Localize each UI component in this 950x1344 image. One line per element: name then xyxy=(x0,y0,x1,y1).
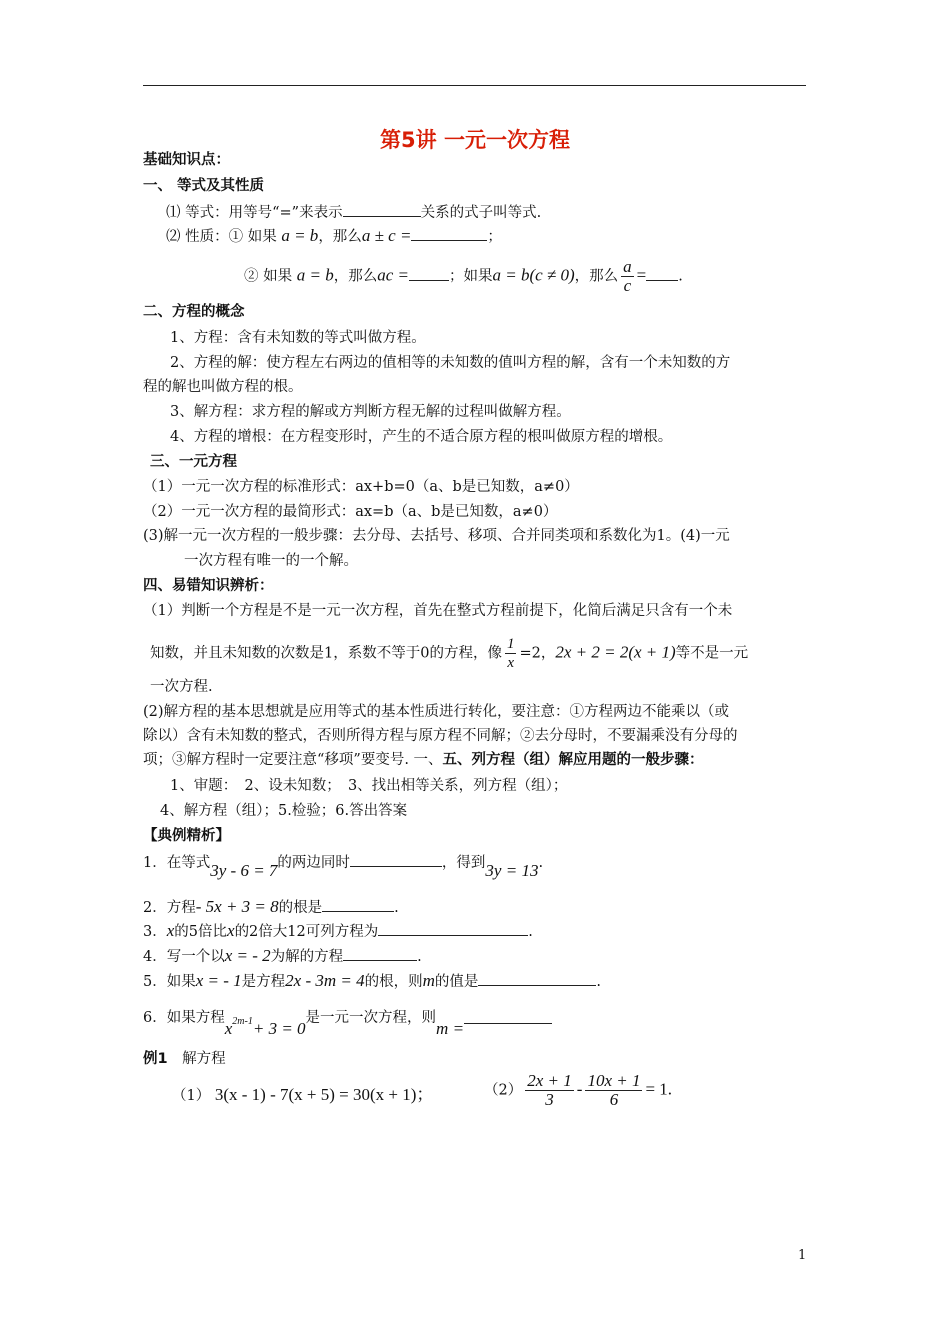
page-title: 第5讲 一元一次方程 xyxy=(380,128,570,152)
blank xyxy=(322,897,394,912)
q1-mid2: ，得到 xyxy=(441,855,486,871)
q3-end: . xyxy=(528,924,533,940)
math-ac: ac = xyxy=(377,265,409,285)
blank xyxy=(343,946,417,961)
examples-heading: 【典例精析】 xyxy=(143,828,230,844)
blank xyxy=(378,921,528,936)
s2-item: 4、方程的增根：在方程变形时，产生的不适合原方程的根叫做原方程的增根。 xyxy=(170,429,673,445)
page-number: 1 xyxy=(798,1248,807,1263)
header-rule xyxy=(143,85,806,86)
s4-steps-2: 4、解方程（组）；5.检验；6.答出答案 xyxy=(160,803,408,819)
s1-l3-mid2: ；如果 xyxy=(448,268,493,285)
blank xyxy=(350,852,442,867)
fraction-10x1-over-6 xyxy=(585,1072,642,1109)
question-5 xyxy=(143,971,601,992)
blank xyxy=(343,202,421,217)
example-1-part-1 xyxy=(172,1085,433,1106)
s4-p1b xyxy=(150,635,748,672)
q4-end: . xyxy=(417,949,422,965)
q5-mid3: 的值是 xyxy=(434,974,479,990)
s1-line-3 xyxy=(244,258,683,295)
section-2-heading: 二、方程的概念 xyxy=(143,304,245,320)
section-5-heading: 五、列方程（组）解应用题的一般步骤： xyxy=(442,752,704,768)
s4-p1b-mid: =2， xyxy=(519,645,556,662)
question-4 xyxy=(143,946,422,967)
s4-p1b-pre: 知数，并且未知数的次数是1，系数不等于0的方程，像 xyxy=(150,645,502,662)
s1-l2-end: ； xyxy=(487,229,502,245)
frac-num: 1 xyxy=(506,636,515,652)
frac-den: c xyxy=(623,276,632,295)
part-2-label: （2） xyxy=(484,1082,523,1099)
blank xyxy=(411,226,487,241)
math-plus-3: + 3 = 0 xyxy=(252,1019,306,1038)
s4-steps-1: 1、审题： 2、设未知数； 3、找出相等关系，列方程（组）； xyxy=(170,778,568,794)
blank xyxy=(464,1009,552,1024)
q2-mid: 的根是 xyxy=(278,900,323,916)
math-m: m xyxy=(422,971,435,990)
equals-one: = 1. xyxy=(645,1079,673,1099)
minus: - xyxy=(576,1079,583,1099)
s3-item: 一次方程有唯一的一个解。 xyxy=(184,553,358,569)
q5-mid2: 的根，则 xyxy=(364,974,423,990)
q3-pre: 3． xyxy=(143,924,167,940)
s1-l1-pre: ⑴ 等式：用等号“=”来表示 xyxy=(166,205,343,221)
math-m-eq: m = xyxy=(436,1019,465,1038)
s4-p1b-post: 等不是一元 xyxy=(675,645,749,662)
math-3y-6-7: 3y - 6 = 7 xyxy=(210,861,278,880)
fraction-a-over-c xyxy=(621,258,634,295)
q6-mid: 是一元一次方程，则 xyxy=(305,1010,437,1026)
s1-l3-end: . xyxy=(678,268,683,285)
math-exponent: 2m-1 xyxy=(232,1016,253,1027)
q4-pre: 4．写一个以 xyxy=(143,949,225,965)
s2-item: 程的解也叫做方程的根。 xyxy=(143,379,303,395)
math-2x-3m: 2x - 3m = 4 xyxy=(285,971,365,990)
math-c-neq-0: (c ≠ 0) xyxy=(529,265,575,285)
math-3y-13: 3y = 13 xyxy=(485,861,539,880)
q5-end: . xyxy=(596,974,602,990)
s2-item: 2、方程的解：使方程左右两边的值相等的未知数的值叫方程的解，含有一个未知数的方 xyxy=(170,355,731,371)
frac-num: a xyxy=(623,257,632,276)
s3-item: (3)解一元一次方程的一般步骤：去分母、去括号、移项、合并同类项和系数化为1。(4)一元 xyxy=(143,528,730,544)
s3-item: （1）一元一次方程的标准形式：ax+b=0（a、b是已知数，a≠0） xyxy=(143,479,579,495)
q3-mid2: 的2倍大12可列方程为 xyxy=(234,924,379,940)
section-3-heading: 三、一元方程 xyxy=(150,454,237,470)
q5-pre: 5．如果 xyxy=(143,974,196,990)
s1-line-2 xyxy=(166,226,502,247)
question-6 xyxy=(143,1000,552,1038)
s4-p2a: (2)解方程的基本思想就是应用等式的基本性质进行转化，要注意：①方程两边不能乘以（或 xyxy=(143,704,730,720)
s2-item: 1、方程：含有未知数的等式叫做方程。 xyxy=(170,330,426,346)
math-x-neg2: x = - 2 xyxy=(224,946,271,965)
s1-l1-post: 关系的式子叫等式. xyxy=(420,205,542,221)
question-1 xyxy=(143,852,544,880)
q1-mid: 的两边同时 xyxy=(277,855,350,871)
s1-l3-pre: ② 如果 xyxy=(244,268,293,285)
math-x-neg1: x = - 1 xyxy=(195,971,242,990)
math-2x-plus-2: 2x + 2 = 2(x + 1) xyxy=(555,642,676,662)
math-x: x xyxy=(227,921,235,940)
example-1-label: 例1 xyxy=(143,1051,168,1067)
math-a-eq-b: a = b xyxy=(296,265,334,285)
s1-l3-mid3: ，那么 xyxy=(574,268,619,285)
s3-item: （2）一元一次方程的最简形式：ax=b（a、b是已知数，a≠0） xyxy=(143,504,558,520)
question-2 xyxy=(143,897,399,918)
frac-den: 3 xyxy=(545,1090,554,1109)
s2-item: 3、解方程：求方程的解或方判断方程无解的过程叫做解方程。 xyxy=(170,404,571,420)
s4-p2c-pre: 项；③解方程时一定要注意“移项”要变号. 一、 xyxy=(143,752,443,768)
math-part-1: 3(x - 1) - 7(x + 5) = 30(x + 1)； xyxy=(214,1085,434,1104)
frac-den: x xyxy=(507,655,515,671)
blank xyxy=(646,266,678,281)
blank xyxy=(478,971,596,986)
s1-l3-mid: ，那么 xyxy=(333,268,378,285)
s4-p2b: 除以）含有未知数的整式，否则所得方程与原方程不同解；②去分母时，不要漏乘没有分母的 xyxy=(143,728,738,744)
math-a-eq-b-2: a = b xyxy=(492,265,530,285)
math-a-pm-c: a ± c = xyxy=(361,226,412,245)
q5-mid: 是方程 xyxy=(241,974,286,990)
example-1-part-2 xyxy=(484,1072,672,1109)
section-1-heading: 一、 等式及其性质 xyxy=(143,178,265,194)
frac-num: 2x + 1 xyxy=(527,1071,572,1090)
s1-line-1 xyxy=(166,202,541,223)
math-a-eq-b: a = b xyxy=(281,226,319,245)
basics-heading: 基础知识点： xyxy=(143,152,230,168)
section-4-heading: 四、易错知识辨析： xyxy=(143,578,274,594)
q2-end: . xyxy=(394,900,399,916)
blank xyxy=(409,266,449,281)
q1-end: . xyxy=(538,855,544,871)
question-3 xyxy=(143,921,533,942)
math-exponent-equation xyxy=(224,1016,306,1038)
q1-pre: 1．在等式 xyxy=(143,855,211,871)
s4-p2c xyxy=(143,750,704,770)
fraction-2x1-over-3 xyxy=(525,1072,574,1109)
example-1-text: 解方程 xyxy=(182,1051,226,1067)
part-1-label: （1） xyxy=(172,1088,211,1104)
math-neg5x: - 5x + 3 = 8 xyxy=(195,897,279,916)
s4-p1a: （1）判断一个方程是不是一元一次方程，首先在整式方程前提下，化简后满足只含有一个未 xyxy=(143,603,733,619)
equals: = xyxy=(636,265,647,285)
q4-mid: 为解的方程 xyxy=(270,949,344,965)
math-x: x xyxy=(166,921,175,940)
math-x-base: x xyxy=(224,1019,233,1038)
s1-l2-mid: ，那么 xyxy=(318,229,362,245)
fraction-1-over-x xyxy=(505,635,517,672)
q2-pre: 2．方程 xyxy=(143,900,196,916)
s4-p1c: 一次方程. xyxy=(150,679,213,695)
frac-num: 10x + 1 xyxy=(587,1071,641,1090)
example-1-heading xyxy=(143,1049,226,1069)
s1-l2-pre: ⑵ 性质：① 如果 xyxy=(166,229,277,245)
q6-pre: 6．如果方程 xyxy=(143,1010,225,1026)
q3-mid: 的5倍比 xyxy=(174,924,228,940)
frac-den: 6 xyxy=(609,1090,619,1109)
